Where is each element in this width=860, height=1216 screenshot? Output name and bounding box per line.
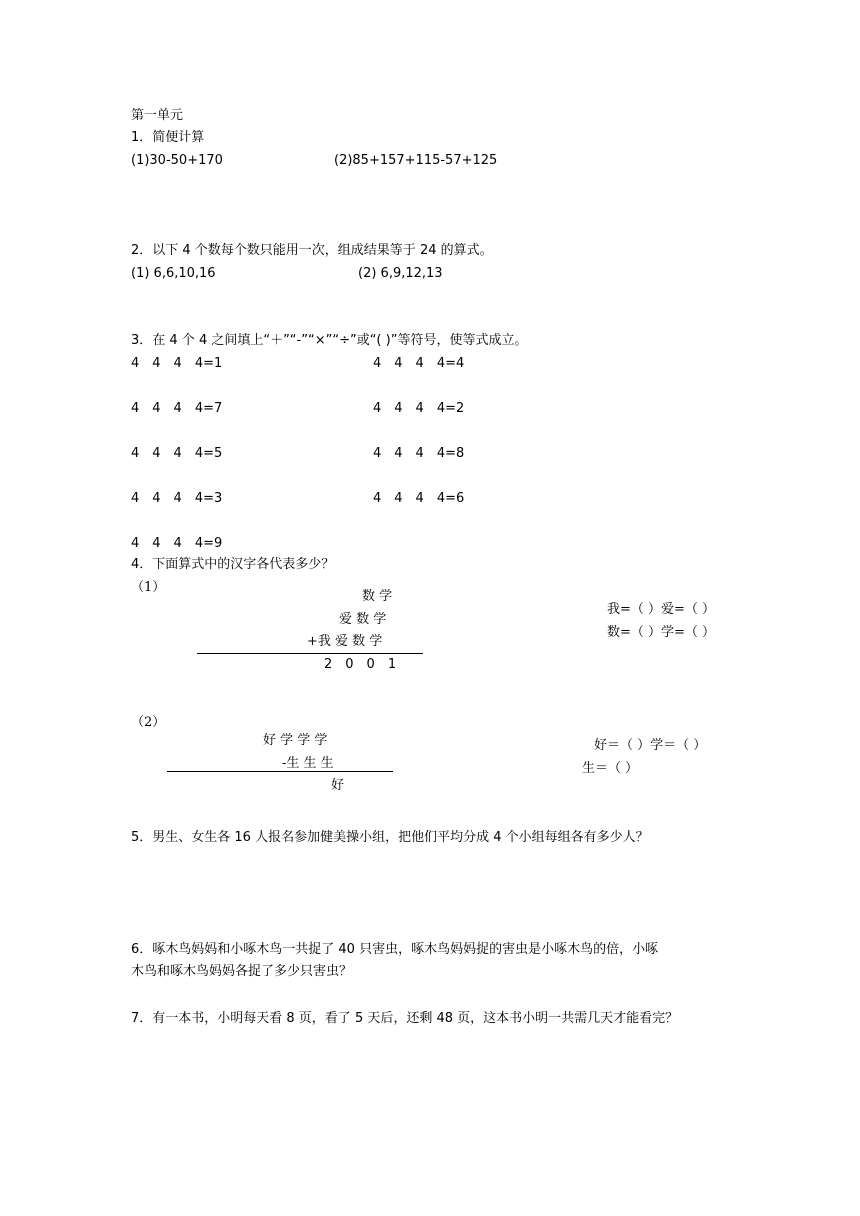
q4-part2-answer1: 好＝（ ）学＝（ ）	[594, 738, 707, 753]
unit-title: 第一单元	[131, 108, 184, 123]
q3-eq-r1-right: 4 4 4 4=4	[373, 356, 465, 371]
q5-text: 5．男生、女生各 16 人报名参加健美操小组，把他们平均分成 4 个小组每组各有多少人？	[131, 830, 649, 845]
q1-item-2: (2)85+157+115-57+125	[334, 153, 498, 168]
q6-line2: 木鸟和啄木鸟妈妈各捉了多少只害虫？	[131, 964, 353, 979]
q2-item-1: (1) 6,6,10,16	[131, 266, 216, 281]
q7-text: 7．有一本书，小明每天看 8 页，看了 5 天后，还剩 48 页，这本书小明一共需几天才能看完？	[131, 1011, 679, 1026]
q4-part1-label: （1）	[131, 580, 166, 595]
q4-part1-answer2: 数=（ ）学=（ ）	[607, 625, 716, 640]
q4-part2-diff-line	[167, 771, 393, 772]
q4-part1-line2: 爱 数 学	[339, 612, 387, 627]
q4-part2-line1: 好 学 学 学	[263, 733, 328, 748]
q4-part2-line2: -生 生 生	[282, 756, 334, 771]
q3-eq-r1-left: 4 4 4 4=1	[131, 356, 223, 371]
q3-eq-r2-left: 4 4 4 4=7	[131, 401, 223, 416]
q4-part1-answer1: 我=（ ）爱=（ ）	[607, 602, 716, 617]
q3-eq-r5-left: 4 4 4 4=9	[131, 536, 223, 551]
q4-part1-result: 2 0 0 1	[324, 657, 397, 672]
q3-eq-r3-left: 4 4 4 4=5	[131, 446, 223, 461]
q4-part1-line1: 数 学	[362, 589, 393, 604]
q1-item-1: (1)30-50+170	[131, 153, 223, 168]
q4-part2-label: （2）	[131, 715, 166, 730]
q1-title: 1．简便计算	[131, 130, 205, 145]
q2-title: 2．以下 4 个数每个数只能用一次，组成结果等于 24 的算式。	[131, 243, 493, 258]
q4-part2-answer2: 生＝（ ）	[582, 761, 639, 776]
q2-item-2: (2) 6,9,12,13	[358, 266, 443, 281]
q3-eq-r2-right: 4 4 4 4=2	[373, 401, 465, 416]
q4-part1-sum-line	[197, 653, 423, 654]
q3-title: 3．在 4 个 4 之间填上“＋”“-”“×”“÷”或“( )”等符号，使等式成立。	[131, 333, 528, 348]
q4-part1-line3: +我 爱 数 学	[307, 634, 383, 649]
q6-line1: 6．啄木鸟妈妈和小啄木鸟一共捉了 40 只害虫，啄木鸟妈妈捉的害虫是小啄木鸟的倍，小啄	[131, 942, 659, 957]
q3-eq-r4-right: 4 4 4 4=6	[373, 491, 465, 506]
q3-eq-r3-right: 4 4 4 4=8	[373, 446, 465, 461]
q4-title: 4．下面算式中的汉字各代表多少？	[131, 557, 335, 572]
q3-eq-r4-left: 4 4 4 4=3	[131, 491, 223, 506]
q4-part2-result: 好	[331, 778, 345, 793]
